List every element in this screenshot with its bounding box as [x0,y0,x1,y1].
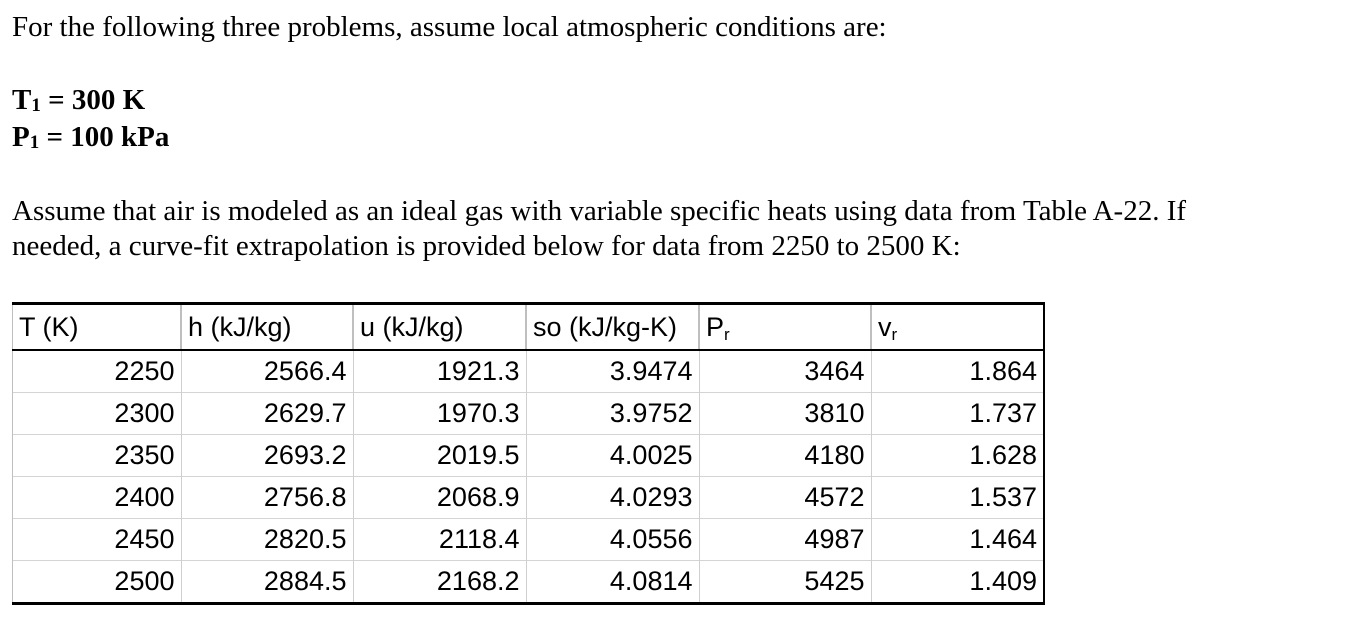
condition-symbol: T [12,84,32,116]
table-cell: 1.537 [871,477,1044,519]
table-cell: 2629.7 [181,393,353,435]
table-cell: 3464 [699,350,871,393]
table-cell: 1.409 [871,561,1044,604]
table-header-row [13,304,1045,351]
air-properties-table [12,302,1045,605]
table-row [13,393,1045,435]
column-header-temperature: T (K) [13,304,182,351]
table-cell: 2068.9 [353,477,526,519]
condition-symbol: P [12,121,30,153]
table-cell: 2400 [13,477,182,519]
table-cell: 2693.2 [181,435,353,477]
table-cell: 2450 [13,519,182,561]
condition-temperature [12,82,169,119]
table-cell: 1921.3 [353,350,526,393]
table-cell: 2350 [13,435,182,477]
table-cell: 2300 [13,393,182,435]
table-cell: 1.464 [871,519,1044,561]
condition-subscript: 1 [29,132,40,153]
condition-subscript: 1 [31,95,41,116]
table-cell: 4.0293 [526,477,699,519]
table-row [13,435,1045,477]
intro-text: For the following three problems, assume local atmospheric conditions are: [12,11,887,43]
table-cell: 1970.3 [353,393,526,435]
condition-value: = 100 kPa [39,121,170,153]
table-cell: 1.628 [871,435,1044,477]
table-cell: 4180 [699,435,871,477]
table-cell: 3.9474 [526,350,699,393]
table-cell: 2884.5 [181,561,353,604]
table-row [13,561,1045,604]
column-header-relative-pressure: $P_r$ [699,304,871,351]
table-cell: 2566.4 [181,350,353,393]
table-cell: 2500 [13,561,182,604]
table-cell: 3.9752 [526,393,699,435]
paragraph-line-1: Assume that air is modeled as an ideal gas with variable specific heats using data from Table A-22. If [12,195,1187,227]
column-header-entropy: so (kJ/kg-K) [526,304,699,351]
table-cell: 4.0025 [526,435,699,477]
paragraph-line-2: needed, a curve-fit extrapolation is provided below for data from 2250 to 2500 K: [12,230,961,262]
table-cell: 2168.2 [353,561,526,604]
table-cell: 4987 [699,519,871,561]
table-cell: 2118.4 [353,519,526,561]
table-row [13,519,1045,561]
assumption-paragraph [12,194,1352,264]
table-cell: 1.864 [871,350,1044,393]
table-cell: 2820.5 [181,519,353,561]
column-header-internal-energy: u (kJ/kg) [353,304,526,351]
column-header-relative-volume: $v_r$ [871,304,1044,351]
condition-value: = 300 K [40,84,146,116]
condition-pressure [12,119,169,156]
table-cell: 2250 [13,350,182,393]
column-header-enthalpy: h (kJ/kg) [181,304,353,351]
table-cell: 5425 [699,561,871,604]
table-cell: 4572 [699,477,871,519]
table-cell: 2756.8 [181,477,353,519]
table-cell: 4.0556 [526,519,699,561]
table-cell: 1.737 [871,393,1044,435]
table-cell: 2019.5 [353,435,526,477]
table-row [13,477,1045,519]
conditions-block [12,82,169,156]
table-row [13,350,1045,393]
table-cell: 3810 [699,393,871,435]
table-cell: 4.0814 [526,561,699,604]
